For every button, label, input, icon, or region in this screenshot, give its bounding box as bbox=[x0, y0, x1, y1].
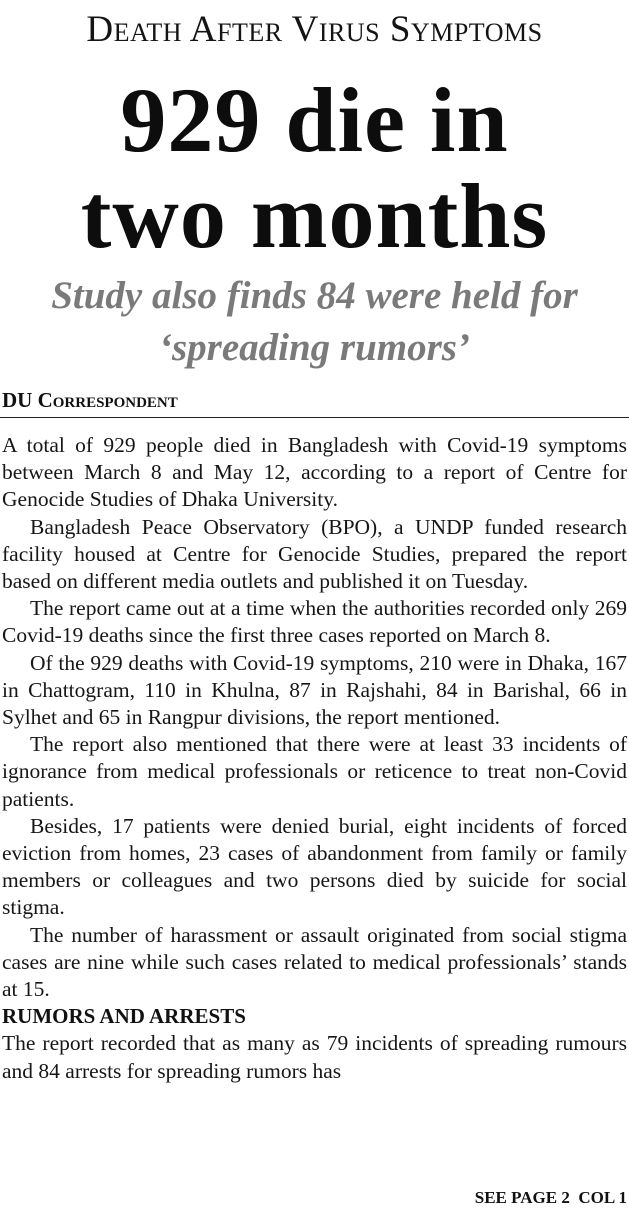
paragraph-4: Of the 929 deaths with Covid-19 symptoms, 210 were in Dhaka, 167 in Chattogram, 110 in Khulna, 87 in Rajshahi, 84 in Barishal, 66 in Sylhet and 65 in Rangpur divisions, the report mentioned. bbox=[2, 650, 627, 730]
main-headline bbox=[0, 69, 629, 267]
article-body bbox=[2, 432, 627, 1085]
byline-divider bbox=[0, 417, 629, 418]
headline-line-2: two months bbox=[80, 165, 549, 267]
section-heading: RUMORS AND ARRESTS bbox=[2, 1004, 246, 1029]
kicker-headline: Death After Virus Symptoms bbox=[86, 9, 543, 50]
subhead-line-2: ‘spreading rumors’ bbox=[159, 326, 470, 369]
section-paragraph: The report recorded that as many as 79 incidents of spreading rumours and 84 arrests for spreading rumors has bbox=[2, 1031, 627, 1083]
paragraph-3: The report came out at a time when the authorities recorded only 269 Covid-19 deaths since the first three cases reported on March 8. bbox=[2, 596, 627, 648]
paragraph-7: The number of harassment or assault originated from social stigma cases are nine while such cases related to medical professionals’ stands at 15. bbox=[2, 922, 627, 1002]
headline-line-1: 929 die in bbox=[120, 69, 509, 171]
paragraph-5: The report also mentioned that there were at least 33 incidents of ignorance from medical professionals or reticence to treat non-Covid patients. bbox=[2, 732, 627, 811]
paragraph-1: A total of 929 people died in Bangladesh with Covid-19 symptoms between March 8 and May 12, according to a report of Centre for Genocide Studies of Dhaka University. bbox=[2, 433, 627, 512]
subhead-line-1: Study also finds 84 were held for bbox=[51, 274, 578, 317]
paragraph-6: Besides, 17 patients were denied burial, eight incidents of forced eviction from homes, 23 cases of abandonment from family or family members or colleagues and two persons died by suicide for social stigma. bbox=[2, 813, 627, 920]
paragraph-2: Bangladesh Peace Observatory (BPO), a UNDP funded research facility housed at Centre for Genocide Studies, prepared the report based on different media outlets and published it on Tuesday. bbox=[2, 514, 627, 594]
byline: DU Correspondent bbox=[2, 388, 178, 412]
continued-on-page-label[interactable]: SEE PAGE 2 COL 1 bbox=[474, 1188, 627, 1207]
subheadline bbox=[0, 270, 629, 374]
